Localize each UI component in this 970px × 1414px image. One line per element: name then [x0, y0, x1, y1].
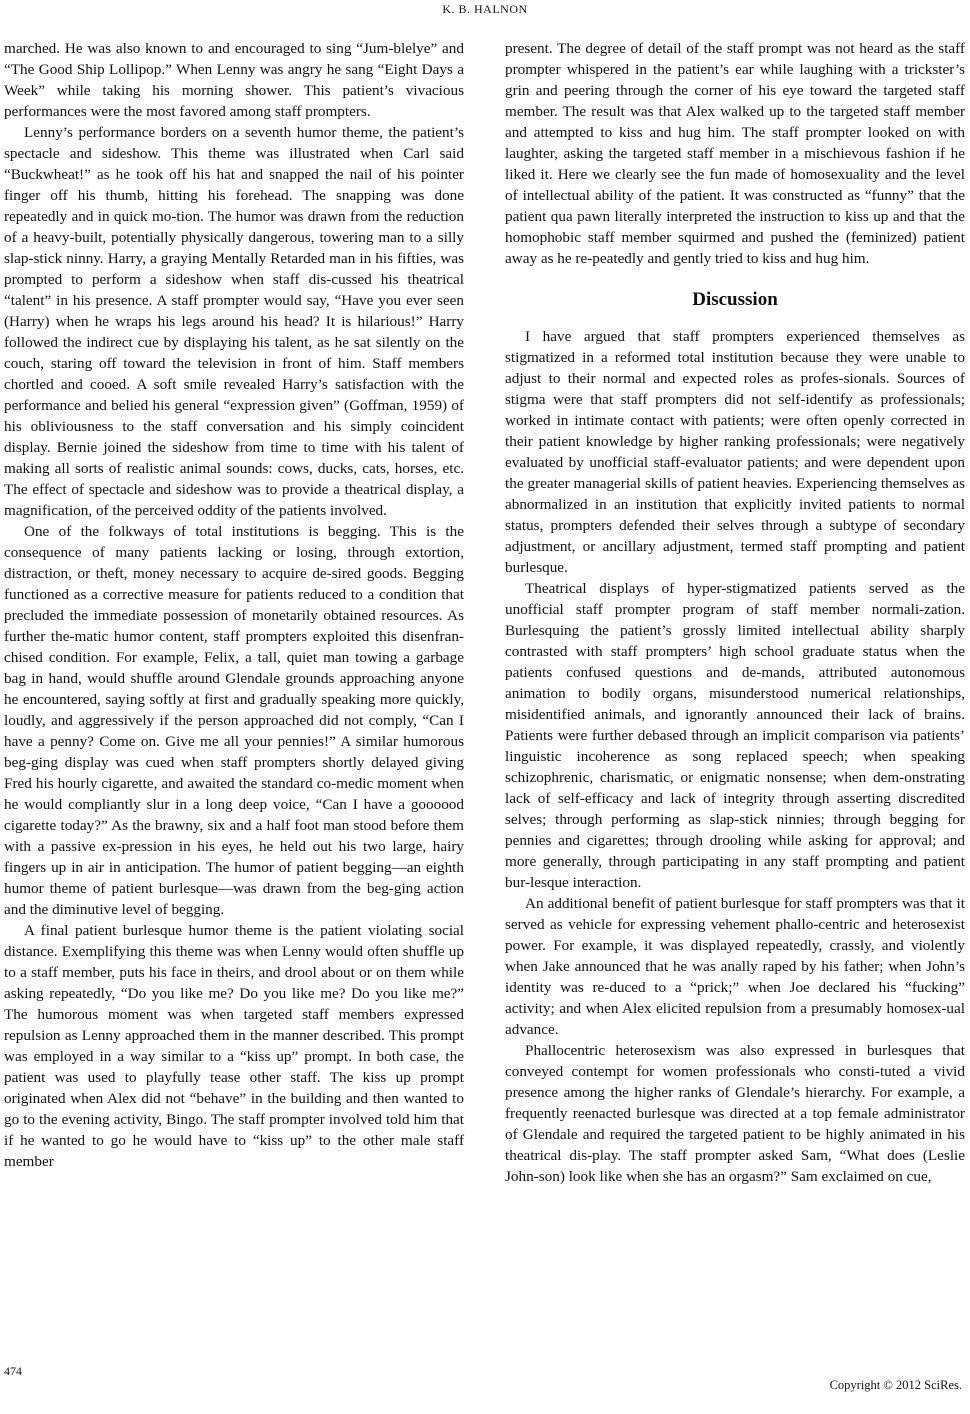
paragraph: present. The degree of detail of the staff prompt was not heard as the staff prompter whispered in the patient’s ear while laughing with a trickster’s grin and peering through the corner of his eye toward the targeted staff member. The result was that Alex walked up to the targeted staff member and attempted to kiss and hug him. The staff prompter looked on with laughter, asking the targeted staff member in a mischievous fashion if he liked it. Here we clearly see the fun made of homosexuality and the level of intellectual ability of the patient. It was constructed as “funny” that the patient qua pawn literally interpreted the instruction to kiss up and that the homophobic staff member squirmed and pushed the (feminized) patient away as he re-peatedly and gently tried to kiss and hug him.	[505, 40, 965, 267]
paragraph: An additional benefit of patient burlesque for staff prompters was that it served as vehicle for expressing vehement phallo-centric and heterosexist power. For example, it was displayed repeatedly, crassly, and violently when Jake announced that he was anally raped by his father; when John’s identity was re-duced to a “prick;” when Joe declared his “fucking” activity; and when Alex elicited repulsion from a presumably homosex-ual advance.	[505, 895, 965, 1038]
paragraph: One of the folkways of total institutions is begging. This is the consequence of many patients lacking or losing, through extortion, distraction, or theft, money necessary to acquire de-sired goods. Begging functioned as a corrective measure for patients reduced to a condition that precluded the immediate possession of monetarily obtained resources. As further the-matic humor content, staff prompters exploited this disenfran-chised condition. For example, Felix, a tall, quiet man towing a garbage bag in hand, would shuffle around Glendale grounds approaching anyone he encountered, saying softly at first and gradually speaking more quickly, loudly, and aggressively if the person approached did not comply, “Can I have a penny? Come on. Give me all your pennies!” A similar humorous beg-ging display was cued when staff prompters shortly delayed giving Fred his hourly cigarette, and awaited the standard co-medic moment when he would compliantly slur in a long deep voice, “Can I have a goooood cigarette today?” As the brawny, six and a half foot man stood before them with a passive ex-pression in his eyes, he held out his two large, hairy fingers up in air in anticipation. The humor of patient begging—an eighth humor theme of patient burlesque—was drawn from the beg-ging action and the diminutive level of begging.	[4, 523, 464, 918]
section-heading-discussion: Discussion	[692, 289, 778, 310]
paragraph: Theatrical displays of hyper-stigmatized patients served as the unofficial staff prompter program of staff member normali-zation. Burlesquing the patient’s grossly limited intellectual ability sharply contrasted with staff prompters’ high school graduate status when the patients confused questions and de-mands, attributed autonomous animation to bodily organs, misunderstood numerical relationships, misidentified animals, and ignorantly announced their lack of brains. Patients were further debased through an implicit comparison via patients’ linguistic incoherence as song replaced speech; when speaking schizophrenic, charismatic, or enigmatic nonsense; when dem-onstrating lack of self-efficacy and lack of integrity through asserting discredited selves; through performing as slap-stick ninnies; through begging for pennies and cigarettes; through drooling while asking for approval; and more generally, through participating in any staff prompting and patient bur-lesque interaction.	[505, 580, 965, 891]
right-column	[505, 38, 965, 1187]
running-head: K. B. HALNON	[442, 2, 528, 16]
paragraph: A final patient burlesque humor theme is the patient violating social distance. Exemplifying this theme was when Lenny would often shuffle up to a staff member, puts his face in theirs, and drool about or on them while asking repeatedly, “Do you like me? Do you like me? Do you like me?” The humorous moment was when targeted staff members expressed repulsion as Lenny approached them in the manner described. This prompt was employed in a way similar to a “kiss up” prompt. In both case, the patient was used to playfully tease other staff. The kiss up prompt originated when Alex did not “behave” in the building and then wanted to go to the evening activity, Bingo. The staff prompter involved told him that if he wanted to go he would have to “kiss up” to the other male staff member	[4, 922, 464, 1170]
page-number: 474	[4, 1364, 22, 1378]
paragraph: I have argued that staff prompters experienced themselves as stigmatized in a reformed total institution because they were unable to adjust to their normal and expected roles as profes-sionals. Sources of stigma were that staff prompters did not self-identify as professionals; worked in intimate contact with patients; were often openly corrected in their patient knowledge by higher ranking professionals; were negatively evaluated by unofficial staff-evaluator patients; and were dependent upon the greater managerial skills of patient heavies. Experiencing themselves as abnormalized in an institution that explicitly invited patients to normal status, prompters defended their selves through a subtype of secondary adjustment, or ancillary adjustment, termed staff prompting and patient burlesque.	[505, 328, 965, 576]
copyright-notice: Copyright © 2012 SciRes.	[829, 1378, 962, 1392]
paragraph: Lenny’s performance borders on a seventh humor theme, the patient’s spectacle and sideshow. This theme was illustrated when Carl said “Buckwheat!” as he took off his hat and snapped the nail of his pointer finger off his thumb, hitting his forehead. The snapping was done repeatedly and in quick mo-tion. The humor was drawn from the reduction of a heavy-built, potentially physically dangerous, towering man to a silly slap-stick ninny. Harry, a graying Mentally Retarded man in his fifties, was prompted to perform a sideshow when staff dis-cussed his theatrical “talent” in his presence. A staff prompter would say, “Have you ever seen (Harry) when he wraps his legs around his head? It is hilarious!” Harry followed the indirect cue by displaying his talent, as he sat silently on the couch, staring off toward the television in front of him. Staff members chortled and cooed. A soft smile revealed Harry’s satisfaction with the performance and belied his general “expression given” (Goffman, 1959) of his obliviousness to the staff conversation and his simply coincident display. Bernie joined the sideshow from time to time with his talent of making all sorts of realistic animal sounds: cows, ducks, cats, horses, etc. The effect of spectacle and sideshow was to provide a theatrical display, a magnification, of the perceived oddity of the patients involved.	[4, 124, 464, 519]
paragraph: marched. He was also known to and encouraged to sing “Jum-blelye” and “The Good Ship Lollipop.” When Lenny was angry he sang “Eight Days a Week” while taking his morning shower. This patient’s vivacious performances were the most favored among staff prompters.	[4, 40, 464, 120]
paragraph: Phallocentric heterosexism was also expressed in burlesques that conveyed contempt for women professionals who consti-tuted a vivid presence among the higher ranks of Glendale’s hierarchy. For example, a frequently reenacted burlesque was directed at a top female administrator of Glendale and required the targeted patient to be highly animated in his theatrical dis-play. The staff prompter asked Sam, “What does (Leslie John-son) look like when she has an orgasm?” Sam exclaimed on cue,	[505, 1042, 965, 1185]
left-column	[4, 38, 464, 1172]
